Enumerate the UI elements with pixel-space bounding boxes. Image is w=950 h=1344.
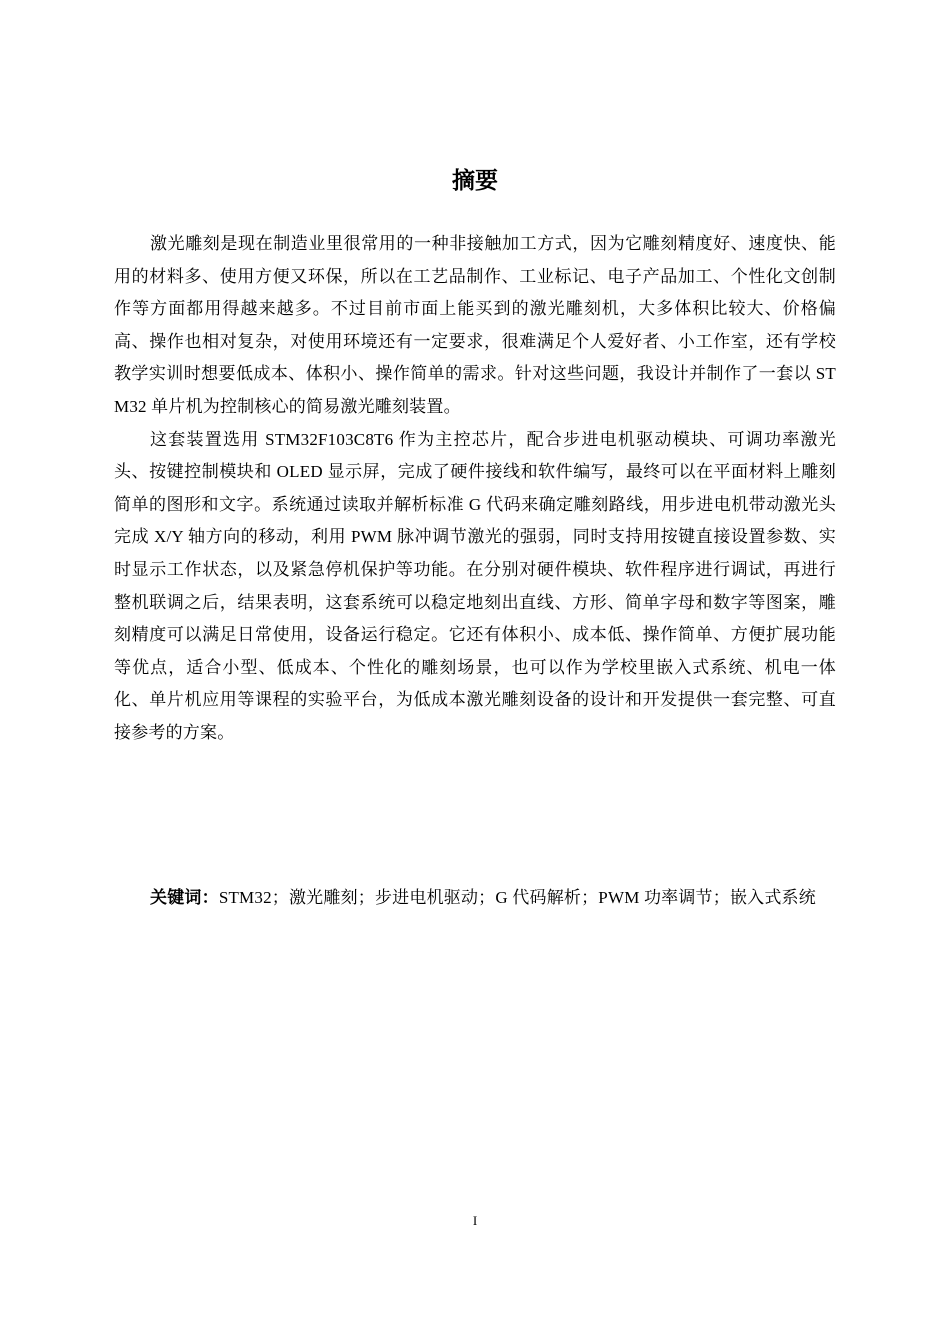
abstract-body [114, 228, 836, 750]
keywords-label: 关键词： [150, 888, 219, 907]
abstract-paragraph-2: 这套装置选用 STM32F103C8T6 作为主控芯片，配合步进电机驱动模块、可调功率激光头、按键控制模块和 OLED 显示屏，完成了硬件接线和软件编写，最终可以在平面材料上雕刻简单的图形和文字。系统通过读取并解析标准 G 代码来确定雕刻路线，用步进电机带动激光头完成 X/Y 轴方向的移动，利用 PWM 脉冲调节激光的强弱，同时支持用按键直接设置参数、实时显示工作状态，以及紧急停机保护等功能。在分别对硬件模块、软件程序进行调试，再进行整机联调之后，结果表明，这套系统可以稳定地刻出直线、方形、简单字母和数字等图案，雕刻精度可以满足日常使用，设备运行稳定。它还有体积小、成本低、操作简单、方便扩展功能等优点，适合小型、低成本、个性化的雕刻场景，也可以作为学校里嵌入式系统、机电一体化、单片机应用等课程的实验平台，为低成本激光雕刻设备的设计和开发提供一套完整、可直接参考的方案。 [114, 429, 836, 742]
keywords-line [114, 882, 836, 915]
abstract-paragraph-1: 激光雕刻是现在制造业里很常用的一种非接触加工方式，因为它雕刻精度好、速度快、能用的材料多、使用方便又环保，所以在工艺品制作、工业标记、电子产品加工、个性化文创制作等方面都用得越来越多。不过目前市面上能买到的激光雕刻机，大多体积比较大、价格偏高、操作也相对复杂，对使用环境还有一定要求，很难满足个人爱好者、小工作室，还有学校教学实训时想要低成本、体积小、操作简单的需求。针对这些问题，我设计并制作了一套以 STM32 单片机为控制核心的简易激光雕刻装置。 [114, 234, 836, 416]
keywords-text: STM32；激光雕刻；步进电机驱动；G 代码解析；PWM 功率调节；嵌入式系统 [218, 888, 816, 907]
abstract-title: 摘要 [452, 168, 498, 194]
page-number: I [472, 1213, 478, 1228]
